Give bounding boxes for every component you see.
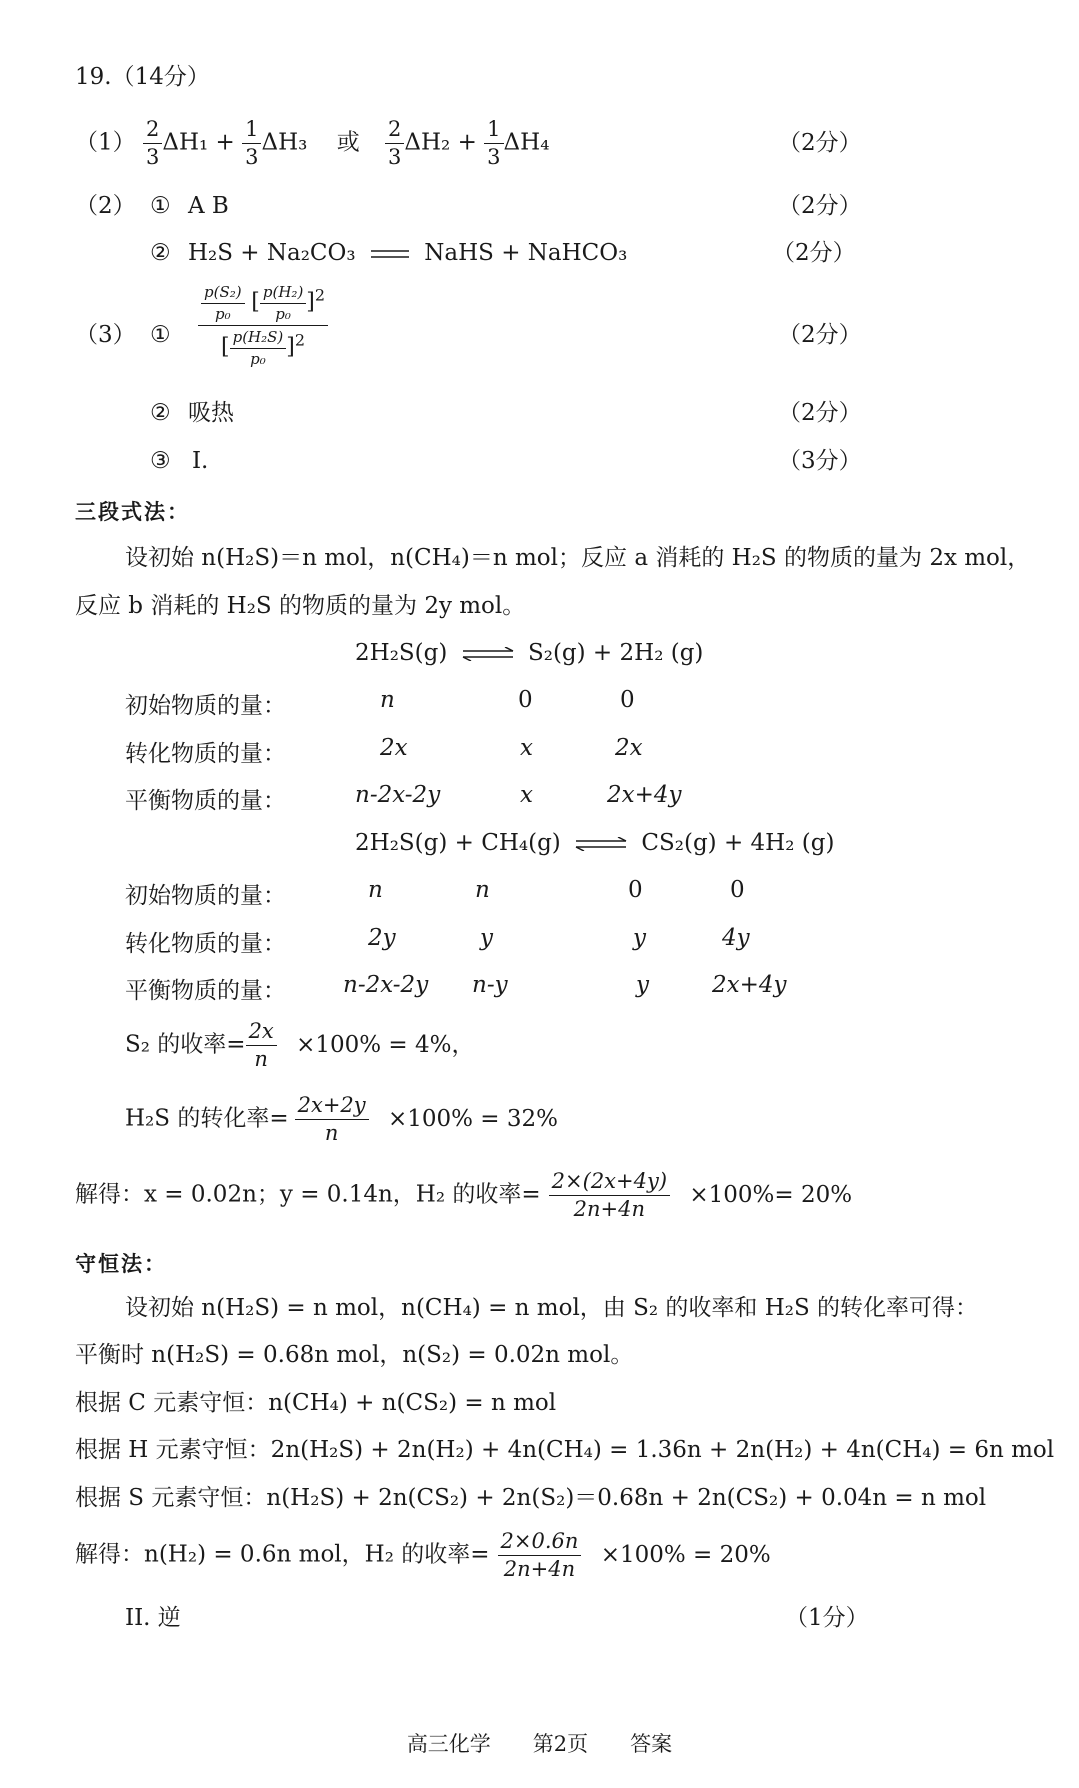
q1-frac-1-den: 3 — [145, 145, 160, 170]
q1-frac-4 — [484, 118, 503, 169]
q1-or: 或 — [336, 129, 360, 156]
question-header: 19.（14分） — [75, 64, 210, 90]
q3-b-score: （2分） — [778, 400, 862, 426]
method2-solution-num: 2×0.6n — [498, 1530, 582, 1556]
k-outer-frac — [198, 284, 328, 367]
reversible-arrow-icon — [574, 837, 628, 851]
method2-para-2: 平衡时 n(H₂S) = 0.68n mol，n(S₂) = 0.02n mol。 — [75, 1342, 634, 1368]
method1-para-1: 设初始 n(H₂S)＝n mol，n(CH₄)＝n mol；反应 a 消耗的 H₂S 的物质的量为 2x mol， — [125, 545, 1031, 571]
q2-b — [150, 240, 627, 268]
method2-para-4: 根据 H 元素守恒：2n(H₂S) + 2n(H₂) + 4n(CH₄) = 1.36n + 2n(H₂) + 4n(CH₄) = 6n mol — [75, 1437, 1055, 1463]
k-bracket-close-2: ] — [286, 334, 295, 360]
reaction-b-left: 2H₂S(g) + CH₄(g) — [355, 830, 561, 856]
method1-solution-tail: ×100%= 20% — [689, 1181, 853, 1208]
k-frac-h2s-den: p₀ — [250, 349, 266, 368]
q2-a-text: A B — [187, 193, 229, 219]
method1-solution — [75, 1170, 852, 1221]
s2-yield-frac — [246, 1020, 277, 1071]
cell: y — [636, 972, 649, 998]
cell: 2y — [368, 925, 396, 951]
reversible-arrow-icon — [461, 647, 515, 661]
reaction-a-equation — [355, 640, 703, 668]
method1-solution-num: 2×(2x+4y) — [549, 1170, 670, 1196]
q1-frac-2-den: 3 — [245, 145, 259, 170]
q1-label: （1） — [75, 129, 136, 156]
cell: x — [520, 782, 533, 808]
q3-ii-score: （1分） — [785, 1605, 869, 1631]
k-frac-h2s-num: p(H₂S) — [230, 329, 287, 349]
k-bracket-close-1: ] — [306, 289, 315, 315]
q2-a-mark: ① — [150, 193, 171, 219]
k-outer-den — [198, 326, 328, 367]
method2-title: 守恒法： — [75, 1251, 167, 1276]
h2s-conversion-formula — [125, 1094, 558, 1145]
method1-solution-text: 解得：x = 0.02n；y = 0.14n，H₂ 的收率= — [75, 1181, 541, 1208]
equals-sign-icon — [369, 248, 411, 260]
k-frac-h2-den: p₀ — [275, 304, 291, 323]
method2-para-1: 设初始 n(H₂S) = n mol，n(CH₄) = n mol，由 S₂ 的收率和 H₂S 的转化率可得： — [125, 1295, 979, 1321]
q2-label: （2） — [75, 193, 136, 219]
q1-frac-3 — [385, 118, 404, 169]
q1-term-1: ΔH₁ + — [162, 129, 243, 156]
cell: 0 — [730, 877, 745, 903]
k-frac-s2 — [201, 284, 245, 322]
row-label-initial: 初始物质的量： — [125, 883, 286, 909]
s2-yield-formula — [125, 1020, 475, 1071]
q3-c-text: I. — [191, 448, 209, 474]
row-label-equilibrium: 平衡物质的量： — [125, 788, 286, 814]
cell: n-2x-2y — [355, 782, 441, 808]
cell: 4y — [722, 925, 750, 951]
q3-c — [150, 448, 208, 476]
reaction-a-left: 2H₂S(g) — [355, 640, 448, 666]
k-exp-1: 2 — [314, 285, 326, 305]
q1-frac-2 — [242, 118, 261, 169]
q3-label: （3） — [75, 322, 136, 348]
k-exp-2: 2 — [294, 330, 306, 350]
q1-frac-4-den: 3 — [487, 145, 501, 170]
method1-solution-den: 2n+4n — [573, 1197, 646, 1222]
reaction-a-right: S₂(g) + 2H₂ (g) — [527, 640, 704, 666]
cell: n — [380, 687, 395, 713]
q1-term-2: ΔH₃ — [261, 129, 308, 156]
h2s-conversion-num: 2x+2y — [295, 1094, 369, 1120]
cell: y — [480, 925, 493, 951]
q1-score: （2分） — [778, 130, 862, 156]
q3-c-mark: ③ — [150, 448, 171, 474]
s2-yield-tail: ×100% = 4%， — [296, 1031, 475, 1058]
method2-para-3: 根据 C 元素守恒：n(CH₄) + n(CS₂) = n mol — [75, 1390, 557, 1416]
k-bracket-open-2: [ — [221, 334, 230, 360]
k-frac-h2s — [230, 329, 287, 367]
method1-solution-frac — [549, 1170, 670, 1221]
q3-b — [150, 400, 234, 428]
s2-yield-num: 2x — [246, 1020, 277, 1046]
q3-a-mark: ① — [150, 322, 171, 348]
q3-a-score: （2分） — [778, 322, 862, 348]
h2s-conversion-tail: ×100% = 32% — [387, 1105, 559, 1132]
q1-frac-4-num: 1 — [484, 118, 503, 144]
k-outer-num — [198, 284, 328, 326]
h2s-conversion-label: H₂S 的转化率= — [125, 1105, 289, 1132]
q2-a — [150, 193, 229, 221]
k-bracket-open-1: [ — [251, 289, 260, 315]
cell: 0 — [620, 687, 635, 713]
row-label-equilibrium: 平衡物质的量： — [125, 978, 286, 1004]
q1-frac-1 — [143, 118, 162, 169]
method2-para-5: 根据 S 元素守恒：n(H₂S) + 2n(CS₂) + 2n(S₂)＝0.68n + 2n(CS₂) + 0.04n = n mol — [75, 1485, 987, 1511]
method2-solution-den: 2n+4n — [503, 1557, 576, 1582]
row-label-change: 转化物质的量： — [125, 931, 286, 957]
q1-term-3: ΔH₂ + — [404, 129, 485, 156]
k-frac-s2-num: p(S₂) — [201, 284, 245, 304]
q1-answer — [75, 118, 549, 169]
cell: n-y — [472, 972, 508, 998]
method2-solution — [75, 1530, 771, 1581]
q1-frac-3-num: 2 — [385, 118, 404, 144]
cell: 2x — [380, 735, 408, 761]
k-frac-h2 — [260, 284, 306, 322]
cell: n-2x-2y — [343, 972, 429, 998]
q1-frac-1-num: 2 — [143, 118, 162, 144]
q2-b-mark: ② — [150, 240, 171, 266]
method2-solution-tail: ×100% = 20% — [600, 1541, 771, 1568]
q3-ii: II. 逆 — [125, 1605, 181, 1631]
s2-yield-den: n — [254, 1047, 268, 1072]
cell: 2x — [615, 735, 643, 761]
method2-solution-text: 解得：n(H₂) = 0.6n mol，H₂ 的收率= — [75, 1541, 490, 1568]
reaction-b-right: CS₂(g) + 4H₂ (g) — [641, 830, 835, 856]
cell: n — [368, 877, 383, 903]
cell: 2x+4y — [607, 782, 682, 808]
method1-para-2: 反应 b 消耗的 H₂S 的物质的量为 2y mol。 — [75, 593, 526, 619]
q3-c-score: （3分） — [778, 448, 862, 474]
cell: x — [520, 735, 533, 761]
q2-b-right: NaHS + NaHCO₃ — [424, 240, 628, 266]
q2-a-score: （2分） — [778, 193, 862, 219]
q1-frac-2-num: 1 — [242, 118, 261, 144]
reaction-b-equation — [355, 830, 834, 858]
row-label-initial: 初始物质的量： — [125, 693, 286, 719]
k-frac-h2-num: p(H₂) — [260, 284, 306, 304]
cell: 2x+4y — [712, 972, 787, 998]
q2-b-score: （2分） — [772, 240, 856, 266]
cell: 0 — [628, 877, 643, 903]
row-label-change: 转化物质的量： — [125, 741, 286, 767]
k-frac-s2-den: p₀ — [214, 304, 231, 323]
q3-b-mark: ② — [150, 400, 171, 426]
s2-yield-label: S₂ 的收率= — [125, 1031, 246, 1058]
method1-title: 三段式法： — [75, 499, 190, 524]
q1-term-4: ΔH₄ — [503, 129, 550, 156]
page-footer: 高三化学 第2页 答案 — [406, 1732, 673, 1756]
h2s-conversion-frac — [295, 1094, 369, 1145]
q2-b-left: H₂S + Na₂CO₃ — [187, 240, 356, 266]
q3-b-text: 吸热 — [187, 400, 234, 426]
cell: n — [475, 877, 490, 903]
equilibrium-constant-expression — [198, 284, 328, 367]
cell: 0 — [518, 687, 533, 713]
q1-frac-3-den: 3 — [388, 145, 402, 170]
h2s-conversion-den: n — [324, 1121, 339, 1146]
cell: y — [633, 925, 646, 951]
method2-solution-frac — [498, 1530, 582, 1581]
